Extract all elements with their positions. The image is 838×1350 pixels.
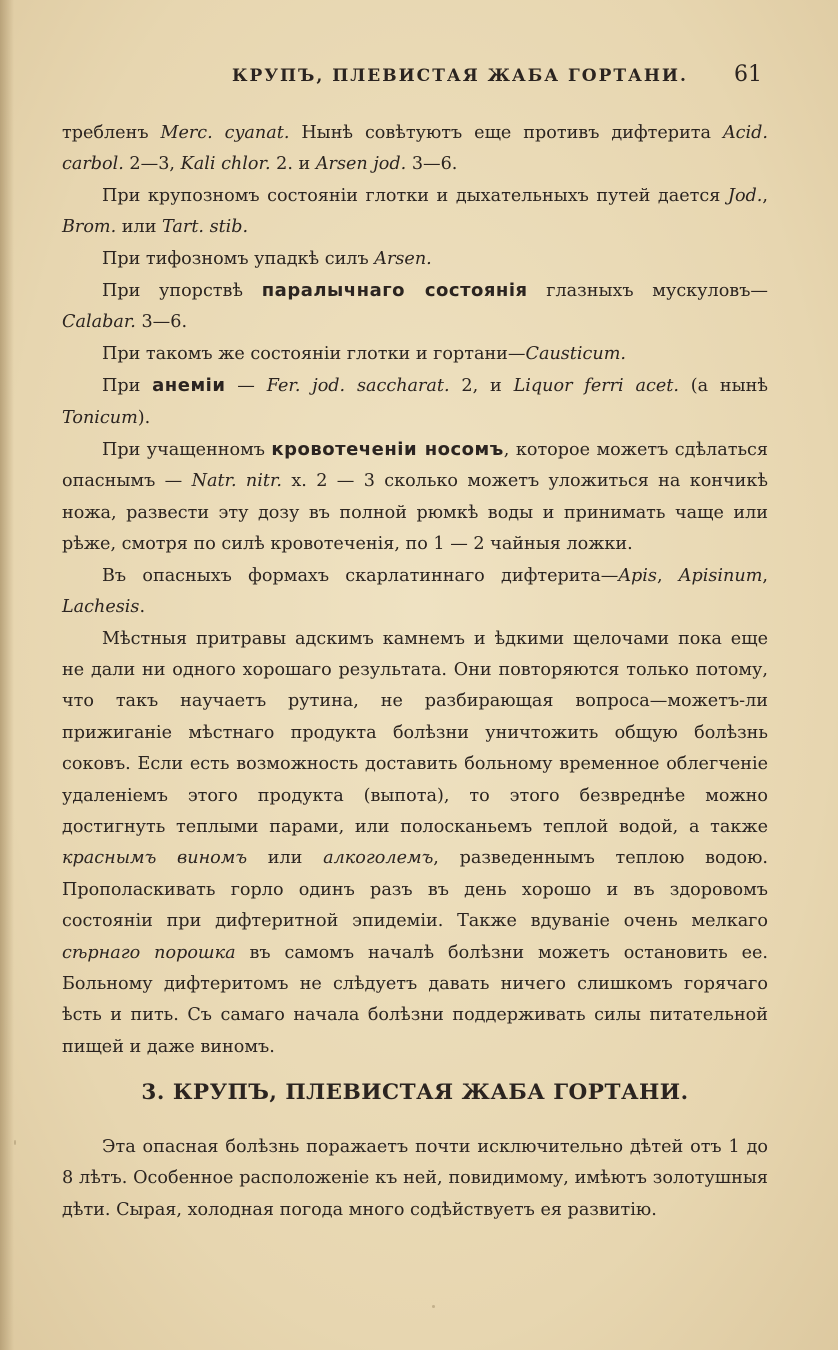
text-run: При такомъ же состояніи глотки и гортани— <box>102 343 526 364</box>
text-run: ). <box>137 407 151 428</box>
italic-term: Tart. stib. <box>162 217 249 238</box>
italic-term: Tonicum <box>62 407 138 428</box>
body-text <box>62 118 768 1063</box>
text-run: глазныхъ мускуловъ— <box>527 281 768 302</box>
emphasized-term: анеміи <box>152 375 226 397</box>
section-paragraph: Эта опасная болѣзнь поражаетъ почти исключительно дѣтей отъ 1 до 8 лѣтъ. Особенное расположеніе къ ней, повидимому, имѣютъ золотушныя дѣти. Сырая, холодная погода много содѣйствуетъ ея развитію. <box>62 1137 768 1220</box>
paragraph <box>62 370 768 434</box>
text-run: 2—3, <box>123 154 181 175</box>
text-run: При <box>102 376 153 397</box>
emphasized-term: паралычнаго состоянія <box>261 280 528 302</box>
text-run: , <box>762 565 768 586</box>
paragraph <box>62 339 768 370</box>
text-run: x. 2 — 3 сколько можетъ уложиться на кончикѣ ножа, развести эту дозу въ полной рюмкѣ воды и принимать чаще или рѣже, смотря по силѣ кровотеченія, по 1 — 2 чайныя ложки. <box>62 471 768 555</box>
italic-term: Causticum. <box>525 343 626 364</box>
text-run: При крупозномъ состояніи глотки и дыхательныхъ путей дается <box>102 185 728 206</box>
text-run: 2. и <box>270 154 316 175</box>
text-run: требленъ <box>62 123 161 143</box>
running-title: КРУПЪ, ПЛЕВИСТАЯ ЖАБА ГОРТАНИ. <box>232 66 688 86</box>
italic-term: Arsen. <box>374 248 432 269</box>
text-run: , <box>656 565 679 586</box>
text-run: , <box>762 185 768 206</box>
text-run: 2, и <box>449 376 514 397</box>
italic-term: Brom. <box>62 217 117 238</box>
text-run: . <box>139 597 146 618</box>
text-run: (а нынѣ <box>678 376 768 397</box>
italic-term: Arsen jod. <box>315 154 407 175</box>
text-run: , которое можетъ сдѣлаться опаснымъ — <box>62 440 768 492</box>
italic-term: краснымъ виномъ <box>62 848 248 869</box>
text-run: 3—6. <box>135 312 188 333</box>
section-title: 3. КРУПЪ, ПЛЕВИСТАЯ ЖАБА ГОРТАНИ. <box>141 1080 689 1105</box>
paper-spot <box>14 1140 16 1145</box>
paper-spot <box>432 1305 435 1308</box>
text-run: При упорствѣ <box>102 281 262 302</box>
text-run: Мѣстныя притравы адскимъ камнемъ и ѣдкими щелочами пока еще не дали ни одного хорошаго результата. Они повторяются только потому, что такъ научаетъ рутина, не разбирающая вопроса—можетъ-ли прижиганіе мѣстнаго продукта болѣзни уничтожить общую болѣзнь соковъ. Если есть возможность доставить больному временное облегченіе удаленіемъ этого продукта (выпота), то этого безвреднѣе можно достигнуть теплыми парами, или полосканьемъ теплой водой, а также <box>62 628 768 837</box>
italic-term: Fer. jod. saccharat. <box>266 376 450 397</box>
section-body <box>62 1132 768 1226</box>
paragraph <box>62 118 768 181</box>
text-run: При тифозномъ упадкѣ силъ <box>102 248 375 269</box>
page-number: 61 <box>734 62 762 87</box>
text-run: Нынѣ совѣтуютъ еще противъ дифтерита <box>289 123 723 143</box>
italic-term: Natr. nitr. <box>191 471 283 492</box>
paragraph <box>62 434 768 561</box>
paragraph <box>62 561 768 624</box>
text-run: 3—6. <box>406 154 458 175</box>
italic-term: Lachesis <box>62 597 140 618</box>
italic-term: Apis <box>618 565 657 586</box>
text-run: — <box>225 376 267 397</box>
italic-term: Kali chlor. <box>180 154 271 175</box>
paragraph <box>62 624 768 1064</box>
emphasized-term: кровотеченіи носомъ <box>271 439 504 461</box>
italic-term: Calabar. <box>62 312 136 333</box>
text-run: Въ опасныхъ формахъ скарлатиннаго дифтерита— <box>102 565 619 586</box>
text-run: При учащенномъ <box>102 440 272 461</box>
italic-term: Liquor ferri acet. <box>513 376 679 397</box>
text-run: или <box>247 848 324 869</box>
text-run: , разведеннымъ теплою водою. Прополаскивать горло одинъ разъ въ день хорошо и въ здоровомъ состояніи при дифтеритной эпидеміи. Также вдуваніе очень мелкаго <box>62 848 768 932</box>
italic-term: Jod. <box>727 185 763 206</box>
text-run: или <box>116 217 163 238</box>
italic-term: Merc. cyanat. <box>160 123 290 143</box>
page-edge-shadow <box>0 0 14 1350</box>
italic-term: Acid. carbol. <box>62 123 768 175</box>
paragraph <box>62 244 768 275</box>
running-head <box>62 62 770 92</box>
text-run: въ самомъ началѣ болѣзни можетъ остановить ее. Больному дифтеритомъ не слѣдуетъ давать ничего слишкомъ горячаго ѣсть и пить. Съ самаго начала болѣзни поддерживать силы питательной пищей и даже виномъ. <box>62 942 768 1057</box>
paragraph <box>62 275 768 339</box>
italic-term: Apisinum <box>678 565 763 586</box>
italic-term: сѣрнаго порошка <box>62 942 236 963</box>
paragraph <box>62 181 768 244</box>
italic-term: алкоголемъ <box>323 848 434 869</box>
